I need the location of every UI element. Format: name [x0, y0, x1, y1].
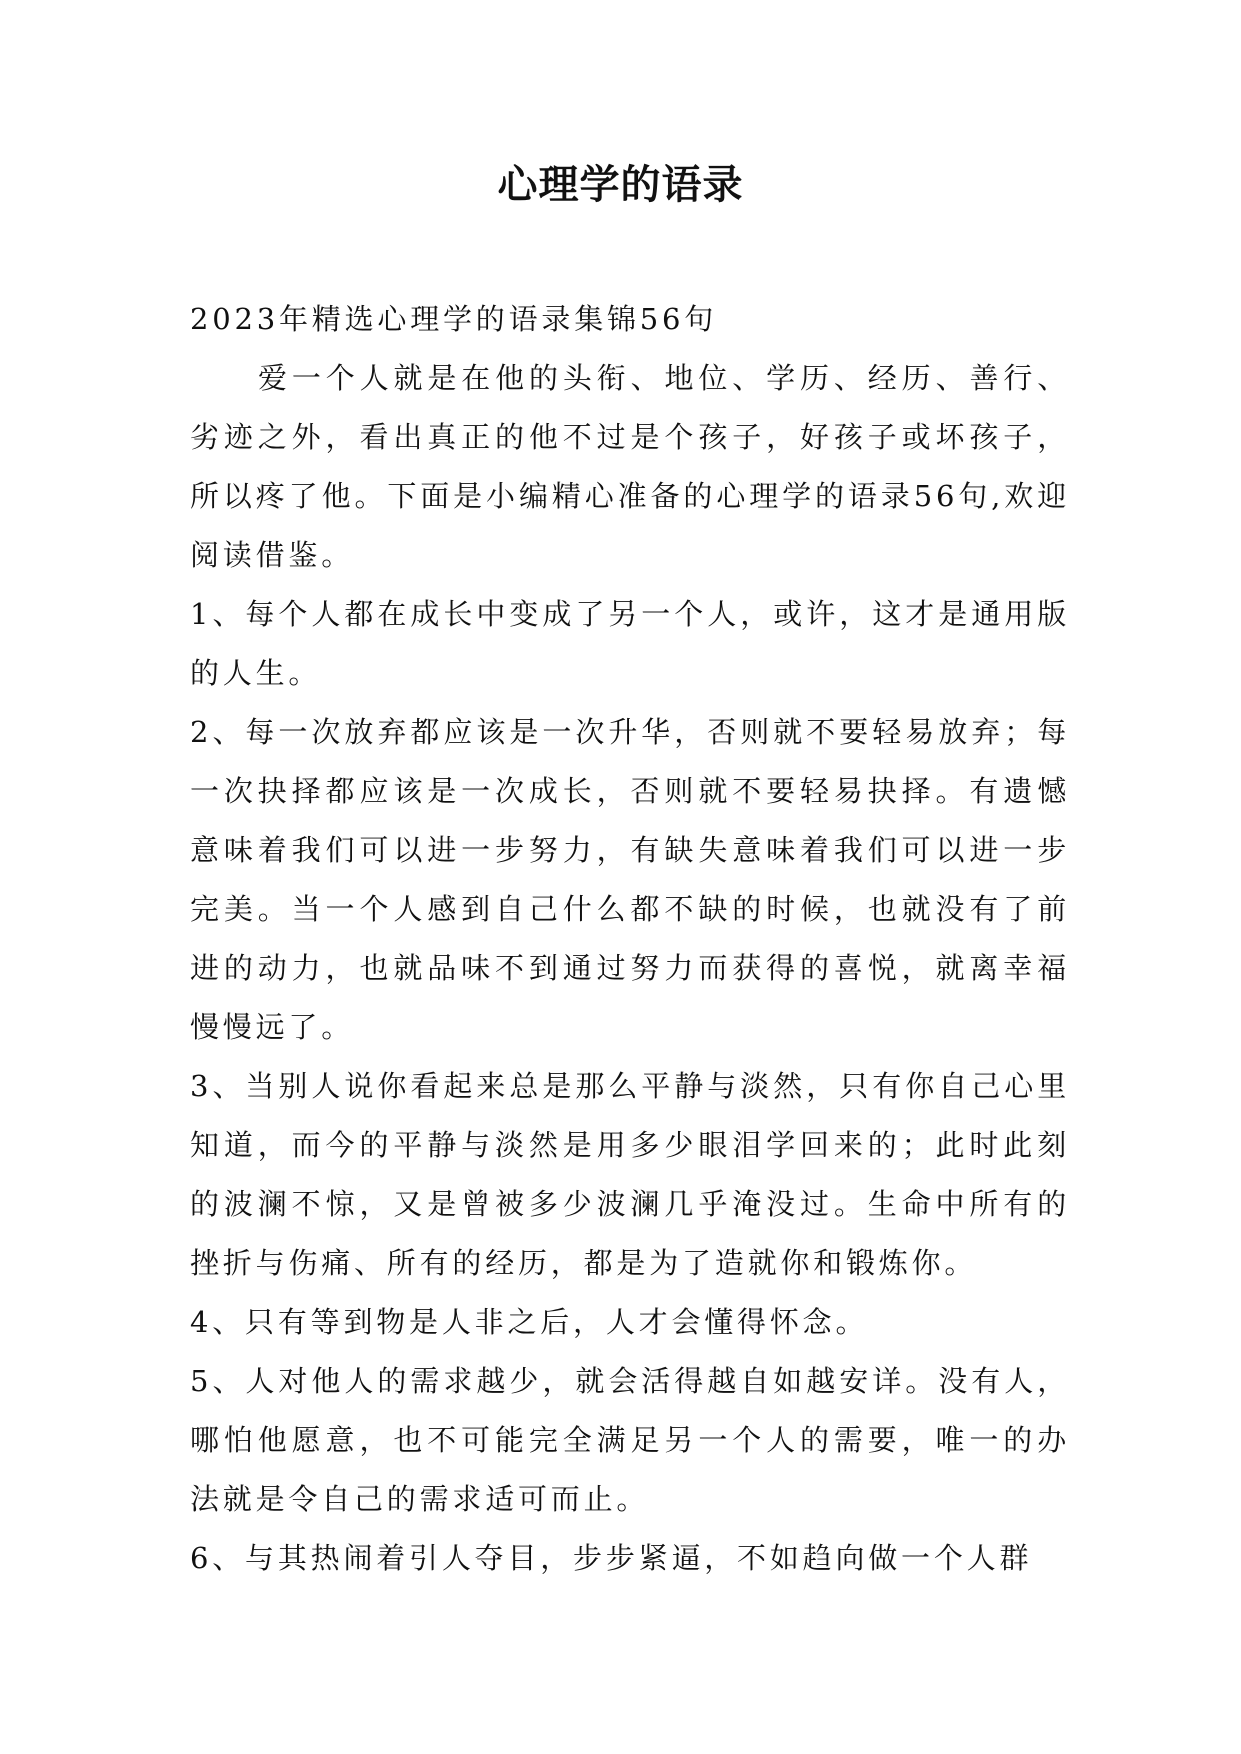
document-title: 心理学的语录	[497, 162, 744, 208]
document-body	[190, 290, 1070, 1588]
quote-item-1: 1、每个人都在成长中变成了另一个人，或许，这才是通用版的人生。	[190, 597, 1070, 690]
intro-paragraph: 爱一个人就是在他的头衔、地位、学历、经历、善行、劣迹之外，看出真正的他不过是个孩子，好孩子或坏孩子，所以疼了他。下面是小编精心准备的心理学的语录56句,欢迎阅读借鉴。	[190, 361, 1070, 572]
quote-item-5: 5、人对他人的需求越少，就会活得越自如越安详。没有人，哪怕他愿意，也不可能完全满足另一个人的需要，唯一的办法就是令自己的需求适可而止。	[190, 1364, 1070, 1516]
quote-item-4: 4、只有等到物是人非之后，人才会懂得怀念。	[190, 1305, 869, 1339]
quote-item-3: 3、当别人说你看起来总是那么平静与淡然，只有你自己心里知道，而今的平静与淡然是用多少眼泪学回来的；此时此刻的波澜不惊，又是曾被多少波澜几乎淹没过。生命中所有的挫折与伤痛、所有的经历，都是为了造就你和锻炼你。	[190, 1069, 1070, 1280]
document-subtitle: 2023年精选心理学的语录集锦56句	[190, 302, 718, 336]
quote-item-2: 2、每一次放弃都应该是一次升华，否则就不要轻易放弃；每一次抉择都应该是一次成长，否则就不要轻易抉择。有遗憾意味着我们可以进一步努力，有缺失意味着我们可以进一步完美。当一个人感到自己什么都不缺的时候，也就没有了前进的动力，也就品味不到通过努力而获得的喜悦，就离幸福慢慢远了。	[190, 715, 1070, 1044]
quote-item-6: 6、与其热闹着引人夺目，步步紧逼，不如趋向做一个人群	[190, 1541, 1033, 1575]
